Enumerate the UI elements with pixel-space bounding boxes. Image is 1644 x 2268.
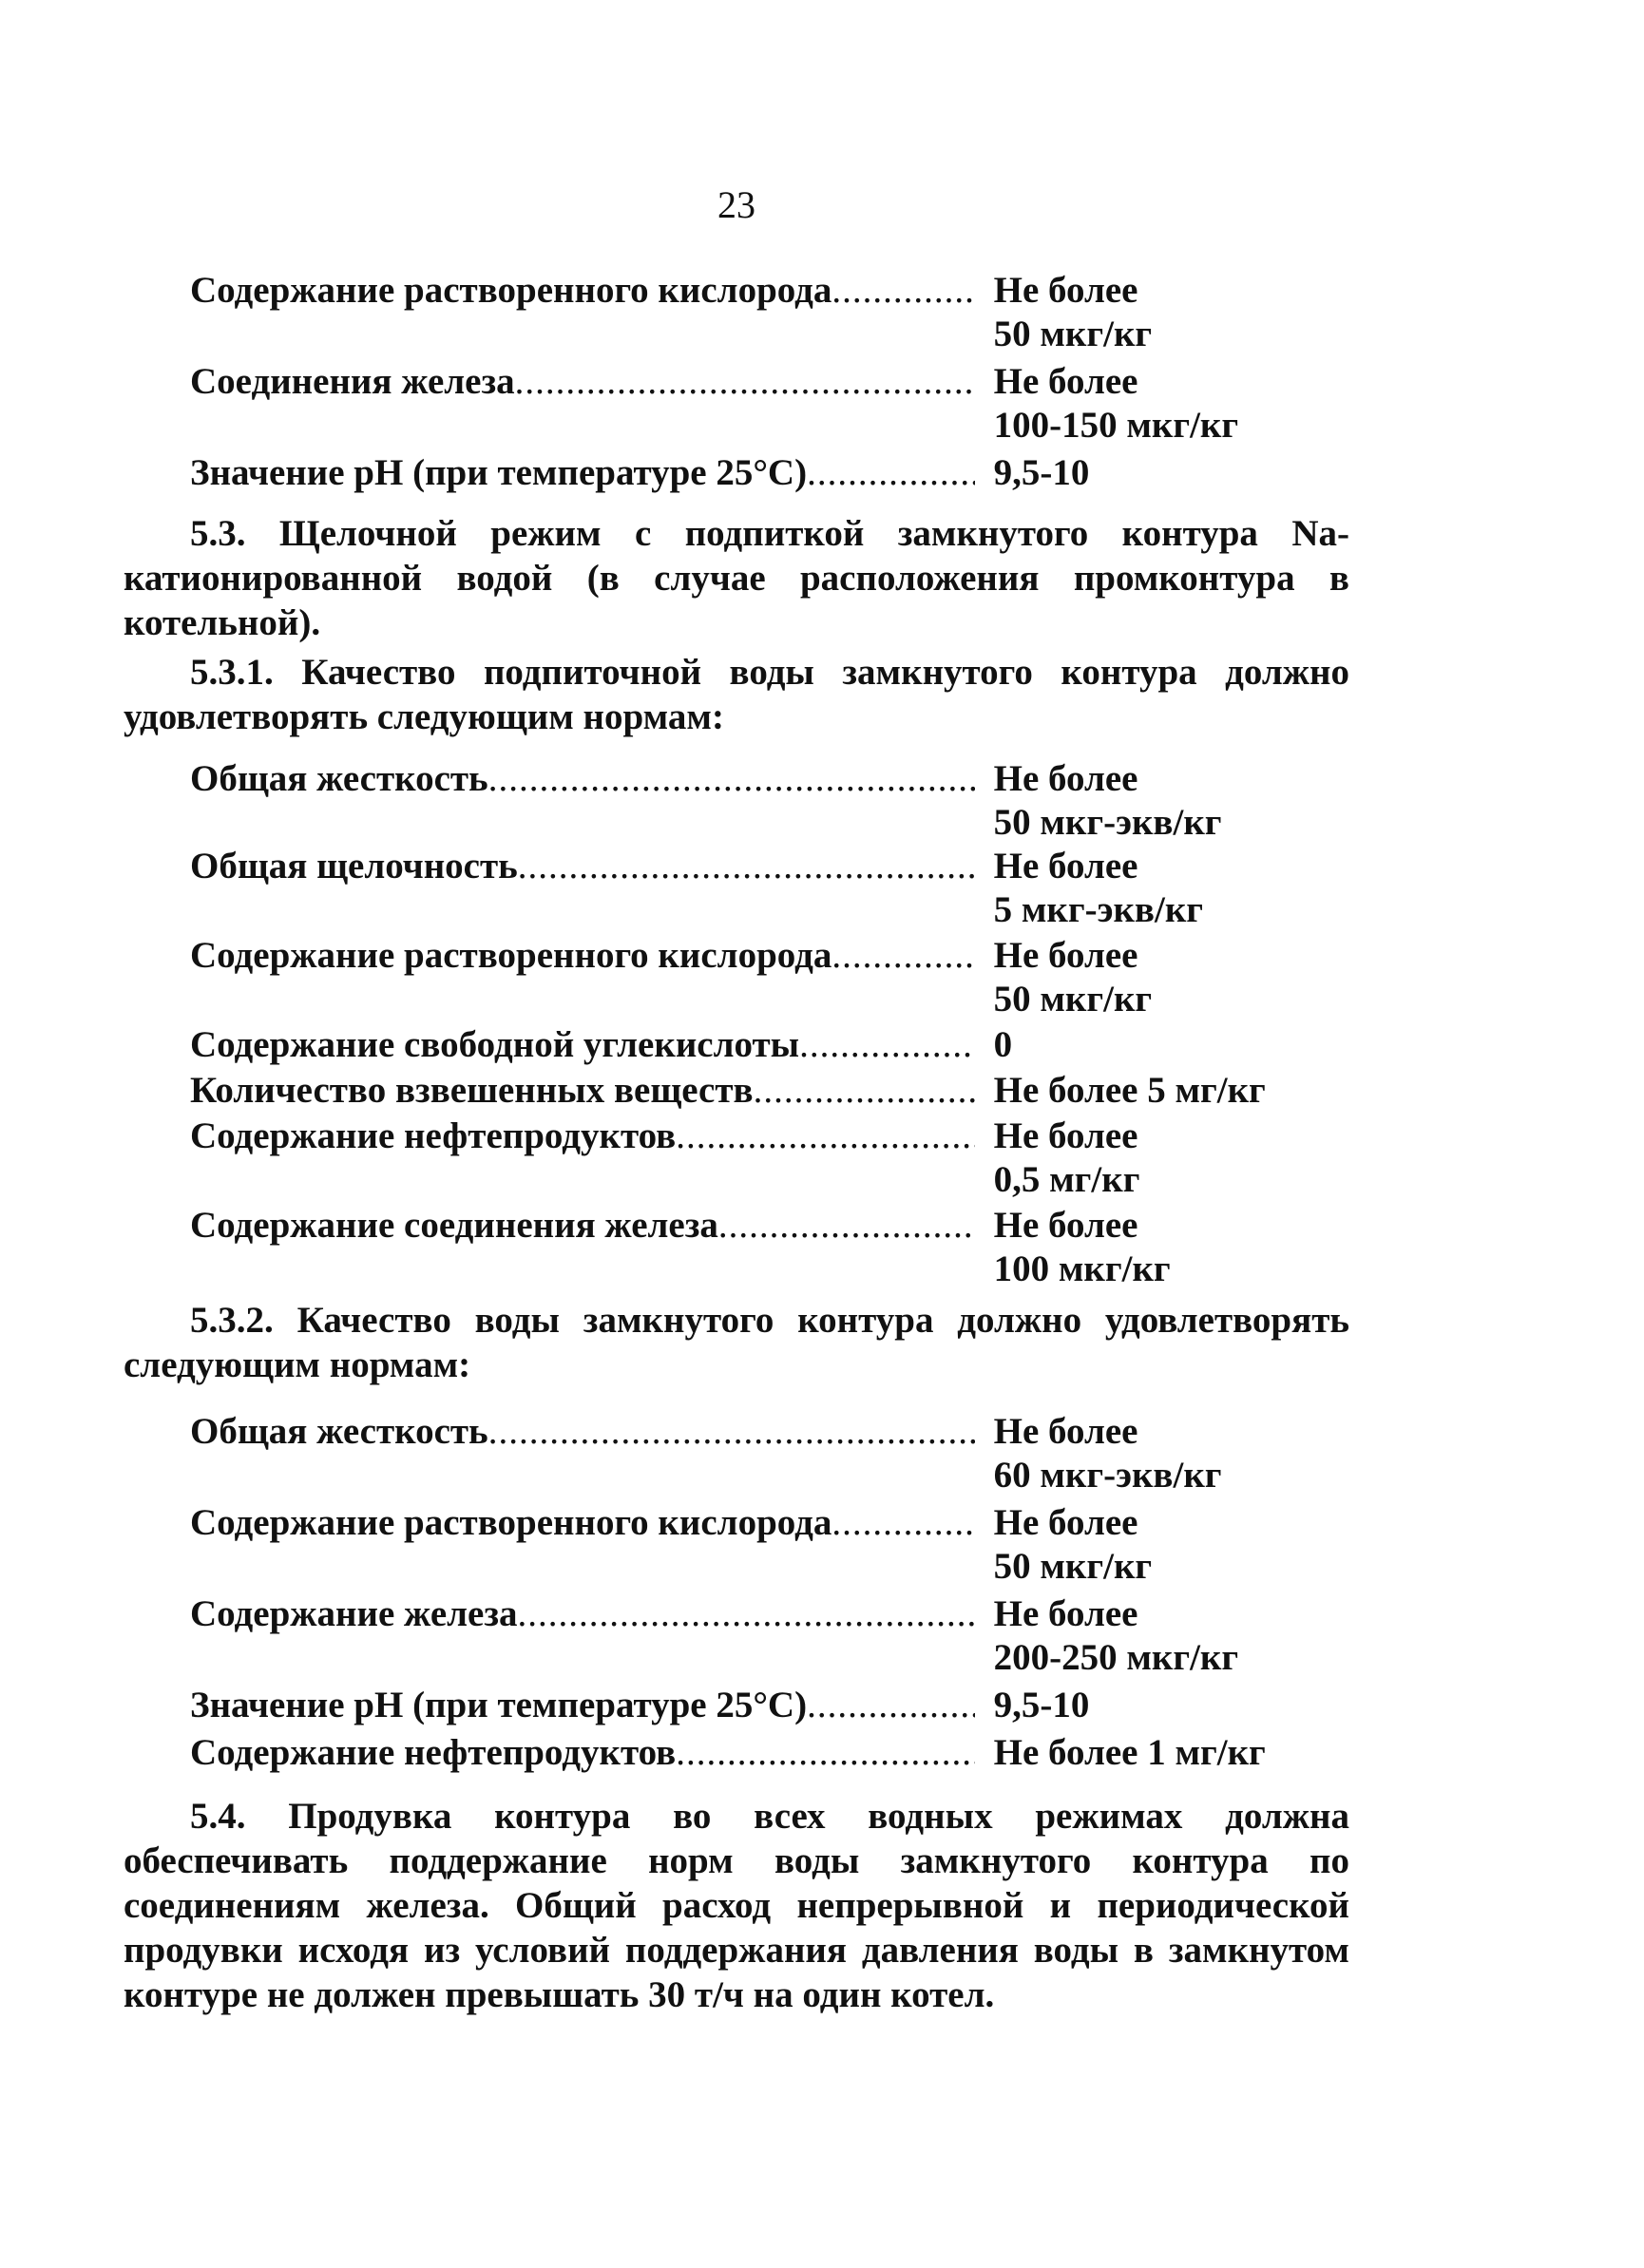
spec-row [124,1501,1349,1589]
spec-label: Содержание железа ..... [124,1592,975,1636]
spec-value: 9,5-10 [993,452,1090,493]
page-number: 23 [717,183,755,226]
spec-value: Не более 100 мкг/кг [993,1205,1171,1289]
spec-row [124,1069,1349,1113]
spec-list-5-3-1 [124,757,1349,1291]
spec-label: Содержание нефтепродуктов ..... [124,1731,975,1775]
spec-label: Значение pH (при температуре 25°С) ..... [124,451,975,495]
spec-value: Не более 5 мкг-экв/кг [993,846,1203,930]
spec-row [124,360,1349,448]
section-5-3-2 [124,1298,1349,1387]
spec-row [124,934,1349,1021]
spec-value: Не более 100-150 мкг/кг [993,361,1239,446]
spec-value: 0 [993,1024,1013,1065]
section-5-3 [124,511,1349,645]
section-5-3-1-text: 5.3.1. Качество подпиточной воды замкнутого контура должно удовлетворять следующим нормам: [124,652,1349,737]
spec-row [124,1023,1349,1067]
spec-value: Не более 1 мг/кг [993,1732,1266,1773]
spec-label: Содержание растворенного кислорода ..... [124,934,975,978]
spec-label: Количество взвешенных веществ ..... [124,1069,975,1113]
spec-label: Общая жесткость ..... [124,757,975,801]
spec-label: Содержание свободной углекислоты ..... [124,1023,975,1067]
spec-list-5-3-2 [124,1410,1349,1775]
spec-label: Значение pH (при температуре 25°С) ..... [124,1684,975,1727]
spec-label: Содержание растворенного кислорода ..... [124,1501,975,1545]
spec-label: Соединения железа ..... [124,360,975,404]
section-5-4 [124,1794,1349,2017]
spec-row [124,757,1349,845]
spec-label: Содержание нефтепродуктов ..... [124,1115,975,1158]
spec-row [124,451,1349,495]
spec-value: Не более 5 мг/кг [993,1070,1266,1111]
spec-row [124,1592,1349,1680]
spec-value: 9,5-10 [993,1685,1090,1725]
spec-value: Не более 50 мкг/кг [993,270,1153,354]
spec-value: Не более 0,5 мг/кг [993,1115,1140,1200]
spec-row [124,1204,1349,1291]
spec-label: Общая жесткость ..... [124,1410,975,1454]
spec-label: Содержание соединения железа ..... [124,1204,975,1248]
spec-row [124,269,1349,356]
spec-label: Содержание растворенного кислорода ..... [124,269,975,313]
spec-label: Общая щелочность ..... [124,845,975,888]
spec-row [124,1410,1349,1497]
spec-value: Не более 60 мкг-экв/кг [993,1411,1222,1496]
section-5-4-text: 5.4. Продувка контура во всех водных режимах должна обеспечивать поддержание норм воды замкнутого контура по соединениям железа. Общий расход непрерывной и периодической продувки исходя из условий поддержания давления воды в замкнутом контуре не должен превышать 30 т/ч на один котел. [124,1796,1349,2015]
spec-value: Не более 50 мкг/кг [993,935,1153,1020]
spec-row [124,1684,1349,1727]
spec-list-continued [124,269,1349,495]
spec-row [124,1731,1349,1775]
section-5-3-heading: 5.3. Щелочной режим с подпиткой замкнутого контура Na-катионированной водой (в случае расположения промконтура в котельной). [124,513,1349,643]
spec-value: Не более 50 мкг/кг [993,1502,1153,1587]
spec-row [124,1115,1349,1202]
spec-value: Не более 50 мкг-экв/кг [993,758,1222,843]
spec-value: Не более 200-250 мкг/кг [993,1593,1239,1678]
spec-row [124,845,1349,932]
section-5-3-1 [124,650,1349,739]
section-5-3-2-text: 5.3.2. Качество воды замкнутого контура должно удовлетворять следующим нормам: [124,1300,1349,1385]
